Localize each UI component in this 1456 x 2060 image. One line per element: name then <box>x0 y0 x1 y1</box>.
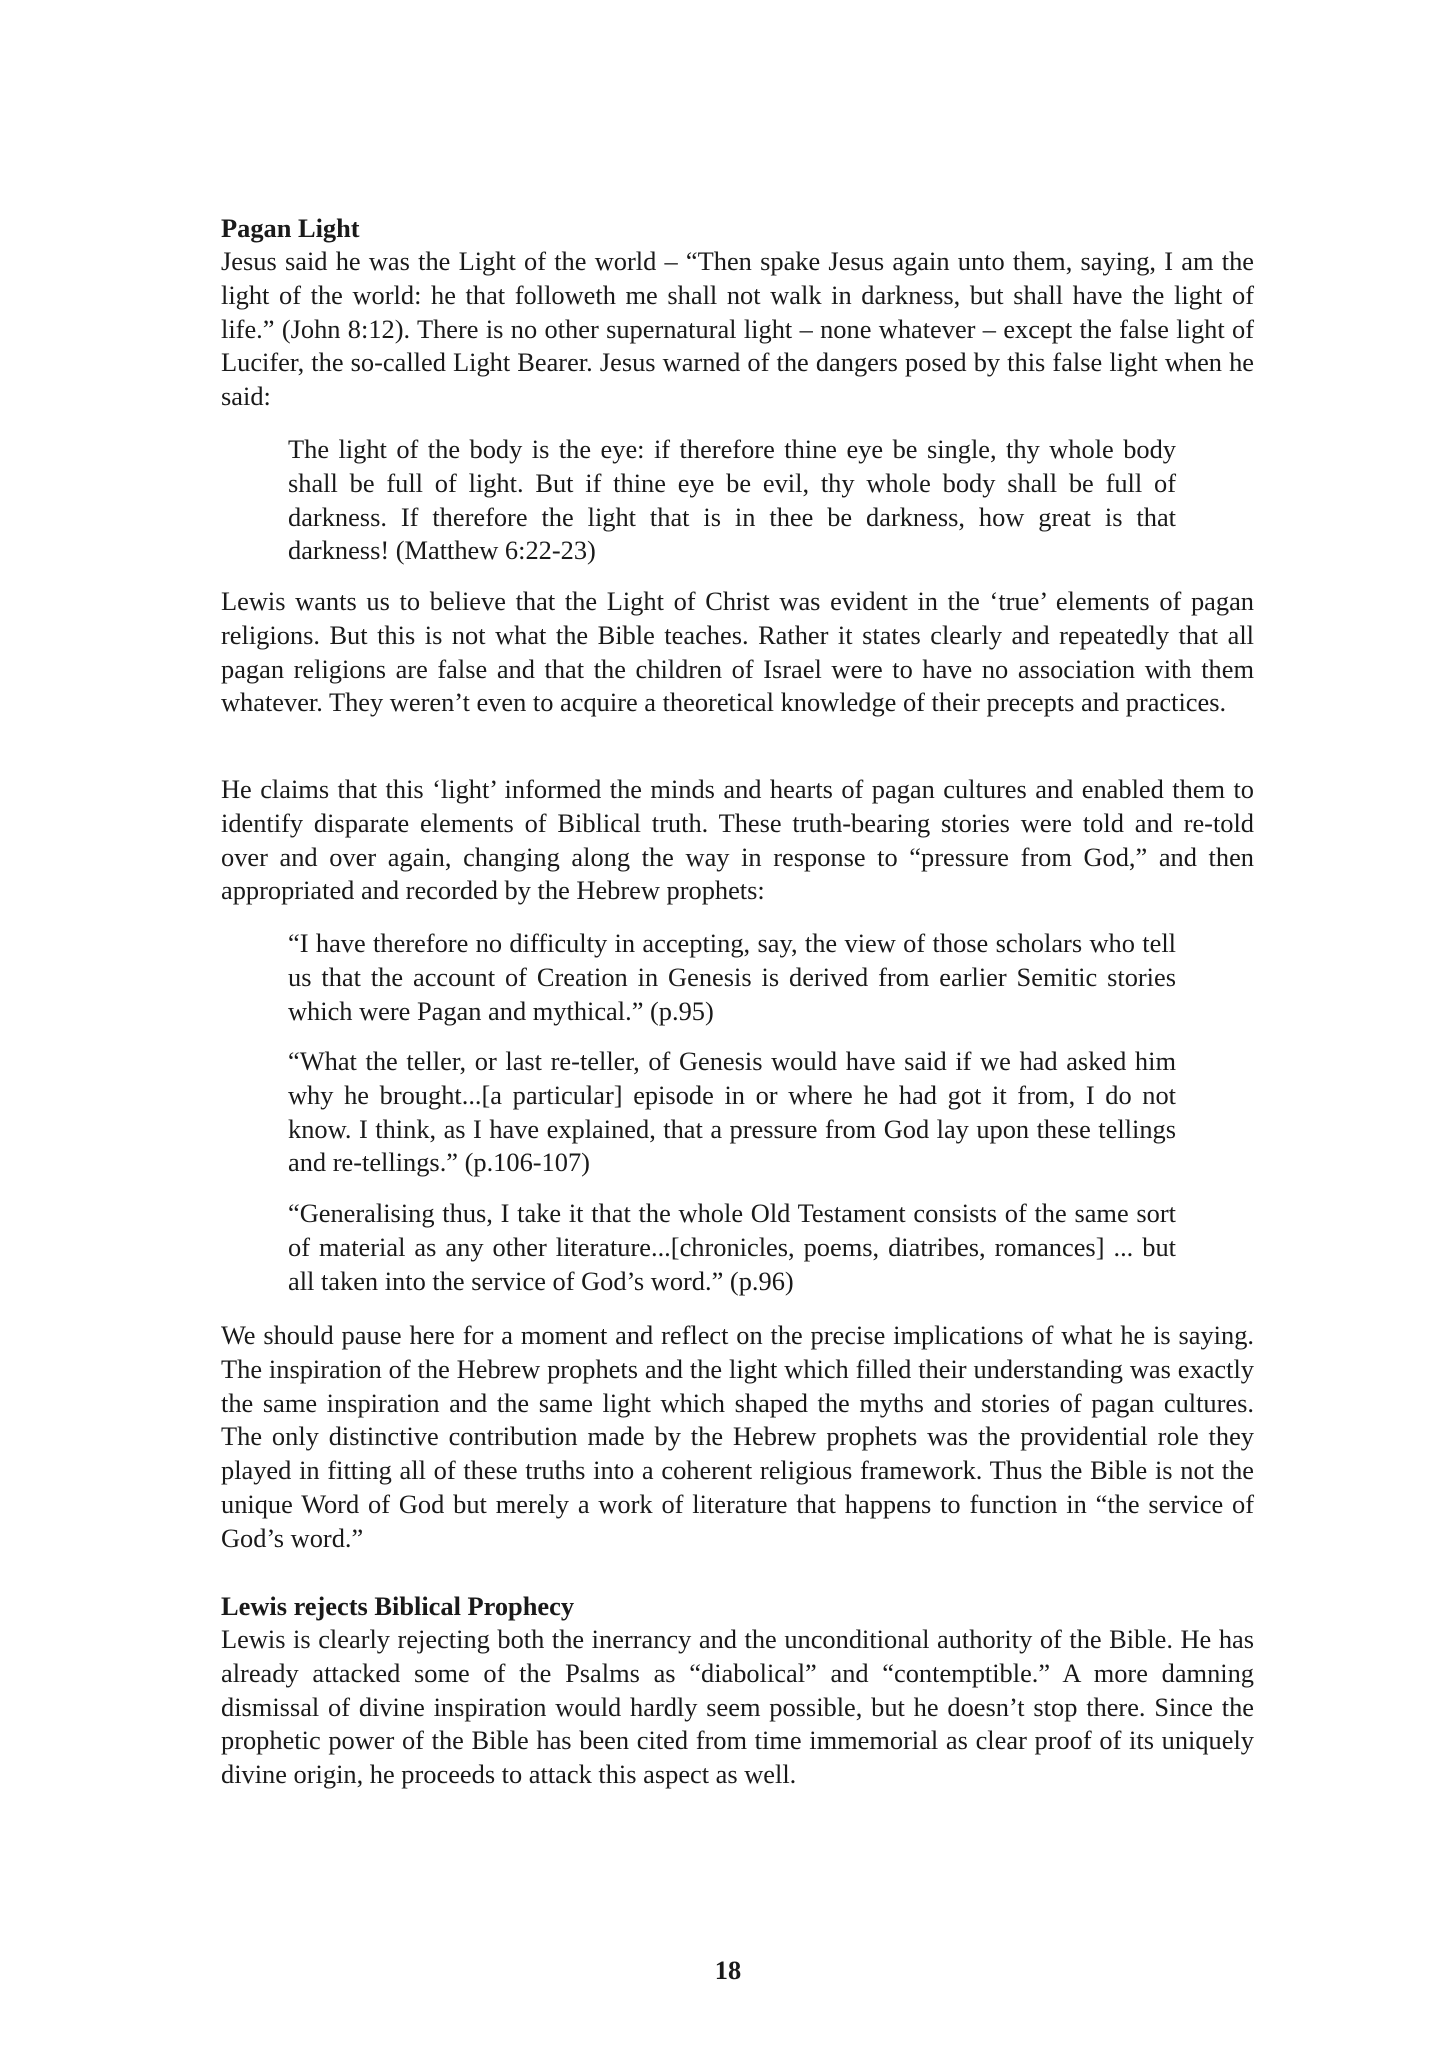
paragraph: We should pause here for a moment and reflect on the precise implications of what he is saying. The inspiration of the Hebrew prophets and the light which filled their understanding was exactly the same inspiration and the same light which shaped the myths and stories of pagan cultures. The only distinctive contribution made by the Hebrew prophets was the providential role they played in fitting all of these truths into a coherent religious framework. Thus the Bible is not the unique Word of God but merely a work of literature that happens to function in “the service of God’s word.” <box>221 1320 1254 1553</box>
paragraph: He claims that this ‘light’ informed the minds and hearts of pagan cultures and enabled them to identify disparate elements of Biblical truth. These truth-bearing stories were told and re-told over and over again, changing along the way in response to “pressure from God,” and then appropriated and recorded by the Hebrew prophets: <box>221 774 1254 906</box>
block-quote: “Generalising thus, I take it that the whole Old Testament consists of the same sort of material as any other literature...[chronicles, poems, diatribes, romances] ... but all taken into the service of God’s word.” (p.96) <box>288 1198 1176 1296</box>
page-number: 18 <box>714 1955 742 1985</box>
paragraph: Jesus said he was the Light of the world – “Then spake Jesus again unto them, saying, I am the light of the world: he that followeth me shall not walk in darkness, but shall have the light of life.” (John 8:12). There is no other supernatural light – none whatever – except the false light of Lucifer, the so-called Light Bearer. Jesus warned of the dangers posed by this false light when he said: <box>221 246 1254 412</box>
block-quote: “What the teller, or last re-teller, of Genesis would have said if we had asked him why he brought...[a particular] episode in or where he had got it from, I do not know. I think, as I have explained, that a pressure from God lay upon these tellings and re-tellings.” (p.106-107) <box>288 1046 1176 1178</box>
block-quote: “I have therefore no difficulty in accepting, say, the view of those scholars who tell us that the account of Creation in Genesis is derived from earlier Semitic stories which were Pagan and mythical.” (p.95) <box>288 928 1176 1026</box>
block-quote: The light of the body is the eye: if therefore thine eye be single, thy whole body shall be full of light. But if thine eye be evil, thy whole body shall be full of darkness. If therefore the light that is in thee be darkness, how great is that darkness! (Matthew 6:22-23) <box>288 434 1176 566</box>
section-heading-pagan-light: Pagan Light <box>221 213 360 243</box>
section-heading-biblical-prophecy: Lewis rejects Biblical Prophecy <box>221 1591 575 1621</box>
paragraph: Lewis wants us to believe that the Light of Christ was evident in the ‘true’ elements of pagan religions. But this is not what the Bible teaches. Rather it states clearly and repeatedly that all pagan religions are false and that the children of Israel were to have no association with them whatever. They weren’t even to acquire a theoretical knowledge of their precepts and practices. <box>221 586 1254 718</box>
paragraph: Lewis is clearly rejecting both the inerrancy and the unconditional authority of the Bible. He has already attacked some of the Psalms as “diabolical” and “contemptible.” A more damning dismissal of divine inspiration would hardly seem possible, but he doesn’t stop there. Since the prophetic power of the Bible has been cited from time immemorial as clear proof of its uniquely divine origin, he proceeds to attack this aspect as well. <box>221 1624 1254 1790</box>
